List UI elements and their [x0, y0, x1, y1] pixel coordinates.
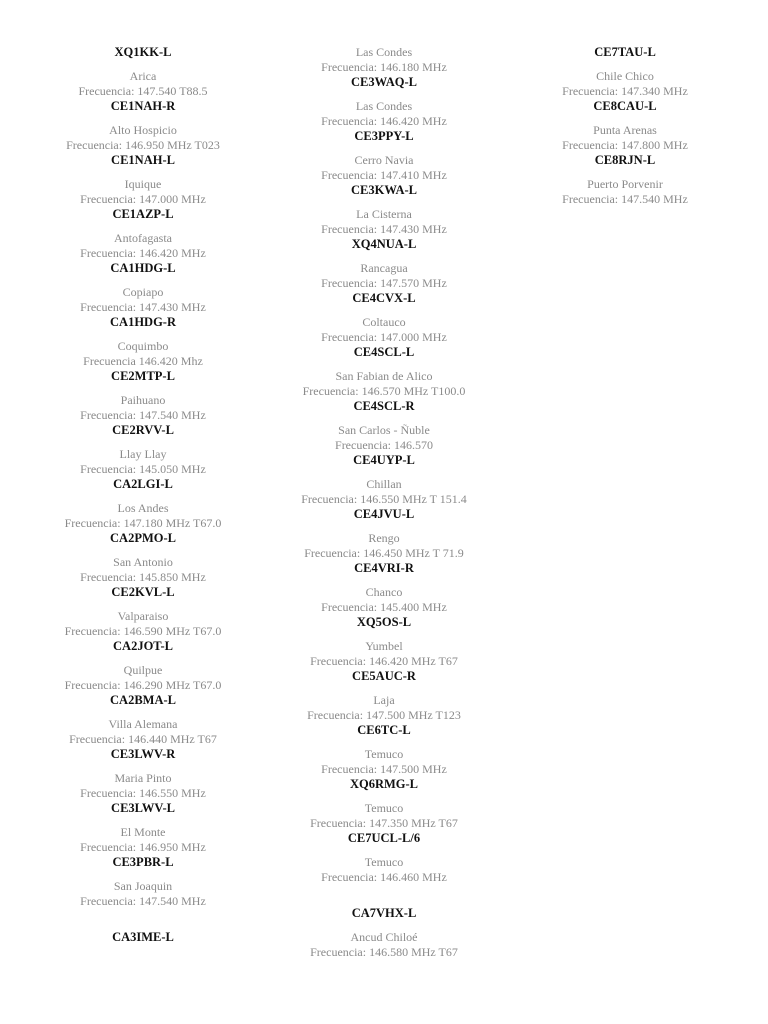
repeater-entry	[17, 393, 269, 423]
repeater-location: Coltauco	[362, 315, 406, 329]
repeater-location: Rancagua	[360, 261, 408, 275]
repeater-callsign: CE4SCL-L	[353, 345, 415, 359]
repeater-frequency: Frecuencia: 146.420 MHz	[321, 114, 447, 128]
repeater-callsign: CE3WAQ-L	[351, 75, 417, 89]
repeater-location: Villa Alemana	[108, 717, 178, 731]
repeater-callsign: CE1AZP-L	[112, 207, 174, 221]
repeater-frequency: Frecuencia: 145.400 MHz	[321, 600, 447, 614]
repeater-frequency: Frecuencia: 146.950 MHz	[80, 840, 206, 854]
repeater-location: Paihuano	[120, 393, 166, 407]
repeater-callsign: CA2BMA-L	[110, 693, 176, 707]
repeater-location: Chanco	[365, 585, 403, 599]
repeater-entry	[258, 477, 510, 507]
repeater-callsign: CE8CAU-L	[593, 99, 657, 113]
repeater-callsign: CA2JOT-L	[113, 639, 173, 653]
repeater-frequency: Frecuencia: 146.450 MHz T 71.9	[304, 546, 464, 560]
repeater-entry	[17, 555, 269, 585]
repeater-location: Punta Arenas	[593, 123, 657, 137]
repeater-entry	[17, 771, 269, 801]
repeater-location: Rengo	[368, 531, 400, 545]
repeater-location: Maria Pinto	[114, 771, 172, 785]
repeater-location: Las Condes	[355, 45, 413, 59]
repeater-entry	[258, 261, 510, 291]
repeater-entry	[258, 639, 510, 669]
repeater-frequency: Frecuencia: 147.430 MHz	[80, 300, 206, 314]
repeater-location: Coquimbo	[117, 339, 169, 353]
repeater-column-1	[17, 45, 269, 954]
repeater-location: Yumbel	[365, 639, 403, 653]
repeater-callsign: CE3PPY-L	[354, 129, 414, 143]
repeater-location: Temuco	[364, 801, 404, 815]
repeater-frequency: Frecuencia: 147.000 MHz	[321, 330, 447, 344]
repeater-location: Los Andes	[117, 501, 169, 515]
repeater-callsign: CE4UYP-L	[353, 453, 415, 467]
repeater-frequency: Frecuencia: 146.580 MHz T67	[310, 945, 458, 959]
repeater-location: San Fabian de Alico	[335, 369, 433, 383]
repeater-location: Laja	[373, 693, 395, 707]
repeater-frequency: Frecuencia: 147.430 MHz	[321, 222, 447, 236]
repeater-callsign: XQ5OS-L	[356, 615, 412, 629]
repeater-entry	[17, 123, 269, 153]
repeater-frequency: Frecuencia: 146.570	[335, 438, 433, 452]
repeater-callsign: CE5AUC-R	[352, 669, 416, 683]
repeater-entry	[258, 585, 510, 615]
repeater-location: Copiapo	[122, 285, 164, 299]
repeater-entry	[17, 231, 269, 261]
repeater-entry	[17, 447, 269, 477]
repeater-location: San Joaquin	[113, 879, 173, 893]
repeater-entry	[258, 801, 510, 831]
repeater-location: Alto Hospicio	[109, 123, 177, 137]
repeater-callsign: CE8RJN-L	[594, 153, 656, 167]
repeater-entry	[17, 663, 269, 693]
repeater-callsign: XQ4NUA-L	[351, 237, 417, 251]
repeater-frequency: Frecuencia: 146.590 MHz T67.0	[64, 624, 222, 638]
repeater-entry	[17, 825, 269, 855]
repeater-entry	[258, 207, 510, 237]
repeater-entry	[17, 69, 269, 99]
repeater-callsign: CE2KVL-L	[111, 585, 175, 599]
repeater-column-3	[499, 45, 751, 207]
repeater-location: Llay Llay	[119, 447, 167, 461]
repeater-frequency: Frecuencia: 146.440 MHz T67	[69, 732, 217, 746]
repeater-frequency: Frecuencia: 147.540 MHz	[80, 408, 206, 422]
repeater-callsign: CE4SCL-R	[353, 399, 415, 413]
repeater-callsign: CE1NAH-R	[110, 99, 176, 113]
repeater-entry	[17, 879, 269, 909]
repeater-frequency: Frecuencia: 146.290 MHz T67.0	[64, 678, 222, 692]
repeater-frequency: Frecuencia: 147.500 MHz	[321, 762, 447, 776]
repeater-frequency: Frecuencia: 146.420 MHz	[80, 246, 206, 260]
repeater-location: Antofagasta	[114, 231, 172, 245]
repeater-frequency: Frecuencia: 147.540 T88.5	[78, 84, 208, 98]
repeater-entry	[258, 855, 510, 885]
repeater-entry	[258, 930, 510, 960]
repeater-frequency: Frecuencia: 147.350 MHz T67	[310, 816, 458, 830]
repeater-entry	[17, 339, 269, 369]
repeater-callsign: CE6TC-L	[357, 723, 411, 737]
repeater-entry	[499, 177, 751, 207]
repeater-callsign: XQ6RMG-L	[349, 777, 419, 791]
repeater-frequency: Frecuencia: 147.570 MHz	[321, 276, 447, 290]
repeater-frequency: Frecuencia 146.420 Mhz	[83, 354, 203, 368]
repeater-callsign: CA3IME-L	[112, 930, 174, 944]
repeater-frequency: Frecuencia: 147.500 MHz T123	[307, 708, 461, 722]
repeater-location: Iquique	[124, 177, 162, 191]
repeater-callsign: CE7UCL-L/6	[347, 831, 421, 845]
repeater-location: Las Condes	[355, 99, 413, 113]
repeater-callsign: CE3PBR-L	[112, 855, 174, 869]
repeater-callsign: CE3LWV-R	[110, 747, 176, 761]
repeater-frequency: Frecuencia: 147.410 MHz	[321, 168, 447, 182]
repeater-column-2	[258, 45, 510, 960]
repeater-location: La Cisterna	[356, 207, 412, 221]
repeater-entry	[258, 747, 510, 777]
repeater-callsign: CA2PMO-L	[110, 531, 176, 545]
repeater-callsign: CA2LGI-L	[113, 477, 173, 491]
repeater-callsign: CE4CVX-L	[352, 291, 416, 305]
repeater-callsign: CE7TAU-L	[594, 45, 656, 59]
repeater-location: Ancud Chiloé	[350, 930, 418, 944]
repeater-callsign: CE1NAH-L	[111, 153, 175, 167]
repeater-location: Cerro Navia	[354, 153, 414, 167]
repeater-callsign: CE3KWA-L	[351, 183, 417, 197]
repeater-callsign: CA7VHX-L	[351, 906, 417, 920]
repeater-location: Valparaiso	[117, 609, 169, 623]
repeater-frequency: Frecuencia: 147.540 MHz	[80, 894, 206, 908]
repeater-frequency: Frecuencia: 146.180 MHz	[321, 60, 447, 74]
repeater-callsign: CE2RVV-L	[112, 423, 174, 437]
repeater-entry	[499, 123, 751, 153]
repeater-frequency: Frecuencia: 145.050 MHz	[80, 462, 206, 476]
repeater-frequency: Frecuencia: 147.000 MHz	[80, 192, 206, 206]
repeater-frequency: Frecuencia: 147.180 MHz T67.0	[64, 516, 222, 530]
repeater-location: San Antonio	[113, 555, 173, 569]
repeater-location: Temuco	[364, 747, 404, 761]
repeater-callsign: CE4VRI-R	[354, 561, 414, 575]
repeater-entry	[17, 177, 269, 207]
repeater-callsign: XQ1KK-L	[114, 45, 172, 59]
repeater-callsign: CE4JVU-L	[353, 507, 415, 521]
repeater-location: Quilpue	[123, 663, 163, 677]
repeater-frequency: Frecuencia: 147.540 MHz	[562, 192, 688, 206]
repeater-frequency: Frecuencia: 146.950 MHz T023	[66, 138, 220, 152]
repeater-entry	[258, 99, 510, 129]
repeater-frequency: Frecuencia: 146.550 MHz	[80, 786, 206, 800]
repeater-entry	[499, 69, 751, 99]
repeater-location: Chillan	[366, 477, 402, 491]
repeater-callsign: CE2MTP-L	[111, 369, 175, 383]
repeater-location: Chile Chico	[596, 69, 654, 83]
repeater-entry	[17, 609, 269, 639]
repeater-callsign: CA1HDG-L	[110, 261, 176, 275]
repeater-entry	[258, 693, 510, 723]
repeater-entry	[258, 315, 510, 345]
repeater-frequency: Frecuencia: 146.460 MHz	[321, 870, 447, 884]
repeater-frequency: Frecuencia: 145.850 MHz	[80, 570, 206, 584]
repeater-location: Arica	[129, 69, 157, 83]
repeater-entry	[258, 45, 510, 75]
repeater-location: Puerto Porvenir	[587, 177, 663, 191]
repeater-callsign: CE3LWV-L	[111, 801, 175, 815]
repeater-location: Temuco	[364, 855, 404, 869]
repeater-location: San Carlos - Ñuble	[338, 423, 430, 437]
repeater-frequency: Frecuencia: 146.420 MHz T67	[310, 654, 458, 668]
repeater-entry	[17, 285, 269, 315]
repeater-frequency: Frecuencia: 147.340 MHz	[562, 84, 688, 98]
repeater-entry	[258, 423, 510, 453]
repeater-entry	[17, 501, 269, 531]
repeater-callsign: CA1HDG-R	[110, 315, 176, 329]
repeater-frequency: Frecuencia: 146.570 MHz T100.0	[302, 384, 466, 398]
repeater-entry	[17, 717, 269, 747]
repeater-frequency: Frecuencia: 147.800 MHz	[562, 138, 688, 152]
repeater-entry	[258, 531, 510, 561]
repeater-frequency: Frecuencia: 146.550 MHz T 151.4	[301, 492, 467, 506]
repeater-location: El Monte	[120, 825, 166, 839]
repeater-entry	[258, 153, 510, 183]
repeater-entry	[258, 369, 510, 399]
